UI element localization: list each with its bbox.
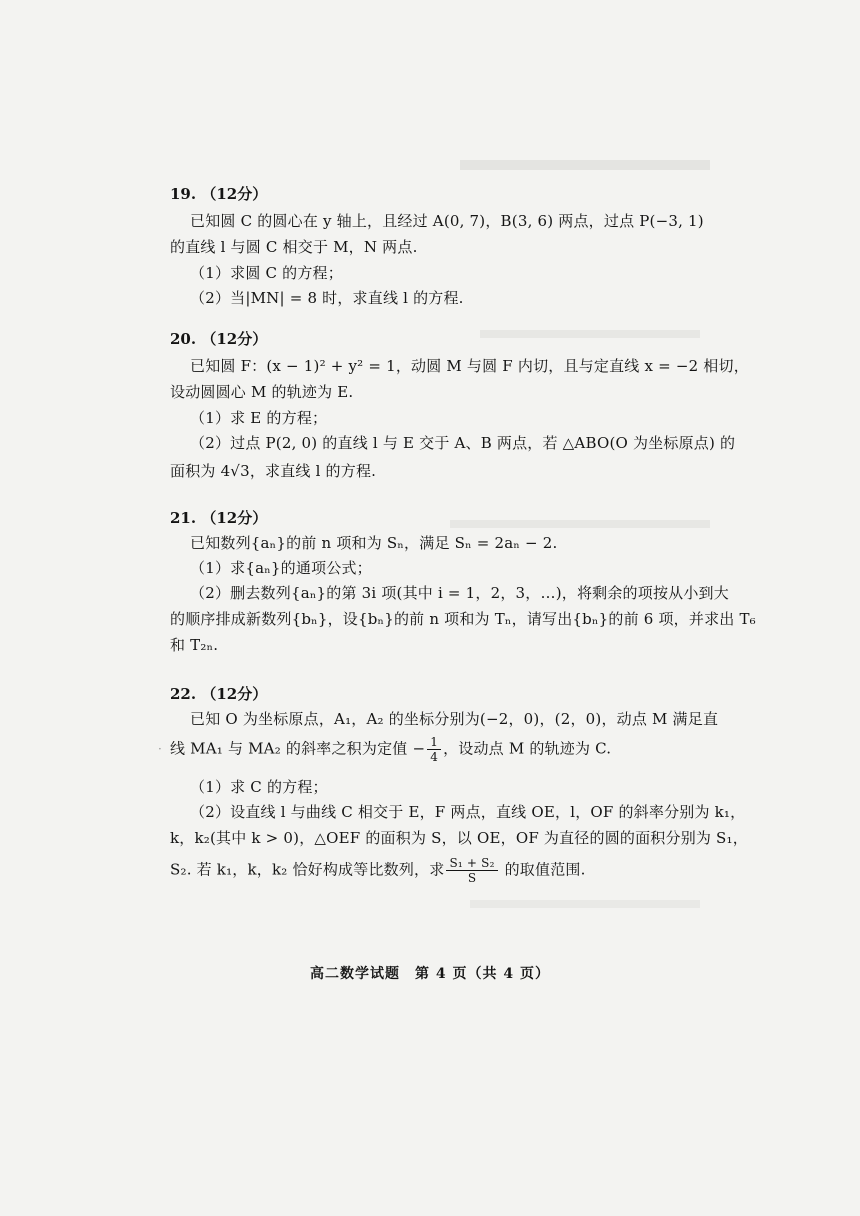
fraction-denominator: S (467, 871, 477, 885)
bleed-through-mark (460, 160, 710, 170)
question-19-title: 19. （12分） (170, 185, 268, 203)
q22-line-2-text-a: 线 MA₁ 与 MA₂ 的斜率之积为定值 − (170, 739, 426, 758)
fraction-denominator: 4 (430, 750, 439, 764)
q22-line-2 (170, 735, 611, 764)
q22-line-6-text-a: S₂. 若 k₁，k，k₂ 恰好构成等比数列，求 (170, 860, 445, 879)
q20-part-1: （1）求 E 的方程； (190, 409, 328, 427)
q22-line-5: k，k₂(其中 k > 0)，△OEF 的面积为 S，以 OE，OF 为直径的圆的面积分别为 S₁， (170, 829, 748, 847)
q19-part-1: （1）求圆 C 的方程； (190, 264, 343, 282)
bleed-through-mark (480, 330, 700, 338)
bleed-through-mark (450, 520, 710, 528)
q20-line-1: 已知圆 F：(x − 1)² + y² = 1，动圆 M 与圆 F 内切，且与定直线 x = −2 相切， (190, 357, 749, 375)
q22-line-2-text-b: ，设动点 M 的轨迹为 C. (443, 739, 612, 758)
fraction-s1-s2-over-s (446, 856, 497, 885)
fraction-numerator: S₁ + S₂ (446, 856, 497, 871)
q20-line-5: 面积为 4√3，求直线 l 的方程. (170, 462, 377, 480)
q21-line-1: 已知数列{aₙ}的前 n 项和为 Sₙ，满足 Sₙ = 2aₙ − 2. (190, 534, 558, 552)
q22-line-6-text-b: 的取值范围. (499, 860, 586, 879)
q21-part-1: （1）求{aₙ}的通项公式； (190, 559, 372, 577)
q21-part-2: （2）删去数列{aₙ}的第 3i 项(其中 i = 1，2，3，…)，将剩余的项按从小到大 (190, 584, 729, 602)
q22-part-2: （2）设直线 l 与曲线 C 相交于 E，F 两点，直线 OE，l，OF 的斜率分别为 k₁， (190, 803, 746, 821)
question-22-title: 22. （12分） (170, 685, 268, 703)
fraction-numerator: 1 (427, 735, 441, 750)
q20-line-2: 设动圆圆心 M 的轨迹为 E. (170, 383, 354, 401)
q22-line-1: 已知 O 为坐标原点，A₁，A₂ 的坐标分别为(−2，0)，(2，0)，动点 M 满足直 (190, 710, 719, 728)
q22-line-6 (170, 856, 586, 885)
question-20-title: 20. （12分） (170, 330, 268, 348)
q21-line-4: 的顺序排成新数列{bₙ}，设{bₙ}的前 n 项和为 Tₙ，请写出{bₙ}的前 6 项，并求出 T₆ (170, 610, 756, 628)
question-21-title: 21. （12分） (170, 509, 268, 527)
q20-part-2: （2）过点 P(2, 0) 的直线 l 与 E 交于 A、B 两点，若 △ABO(O 为坐标原点) 的 (190, 434, 736, 452)
fraction-one-quarter (427, 735, 441, 764)
scan-edge-dot: · (158, 742, 162, 756)
q19-line-1: 已知圆 C 的圆心在 y 轴上，且经过 A(0, 7)，B(3, 6) 两点，过点 P(−3, 1) (190, 212, 704, 230)
q22-part-1: （1）求 C 的方程； (190, 778, 328, 796)
bleed-through-mark (470, 900, 700, 908)
q19-line-2: 的直线 l 与圆 C 相交于 M，N 两点. (170, 238, 418, 256)
q21-line-5: 和 T₂ₙ. (170, 636, 219, 654)
q19-part-2: （2）当|MN| = 8 时，求直线 l 的方程. (190, 289, 464, 307)
page-footer: 高二数学试题 第 4 页（共 4 页） (310, 966, 550, 982)
